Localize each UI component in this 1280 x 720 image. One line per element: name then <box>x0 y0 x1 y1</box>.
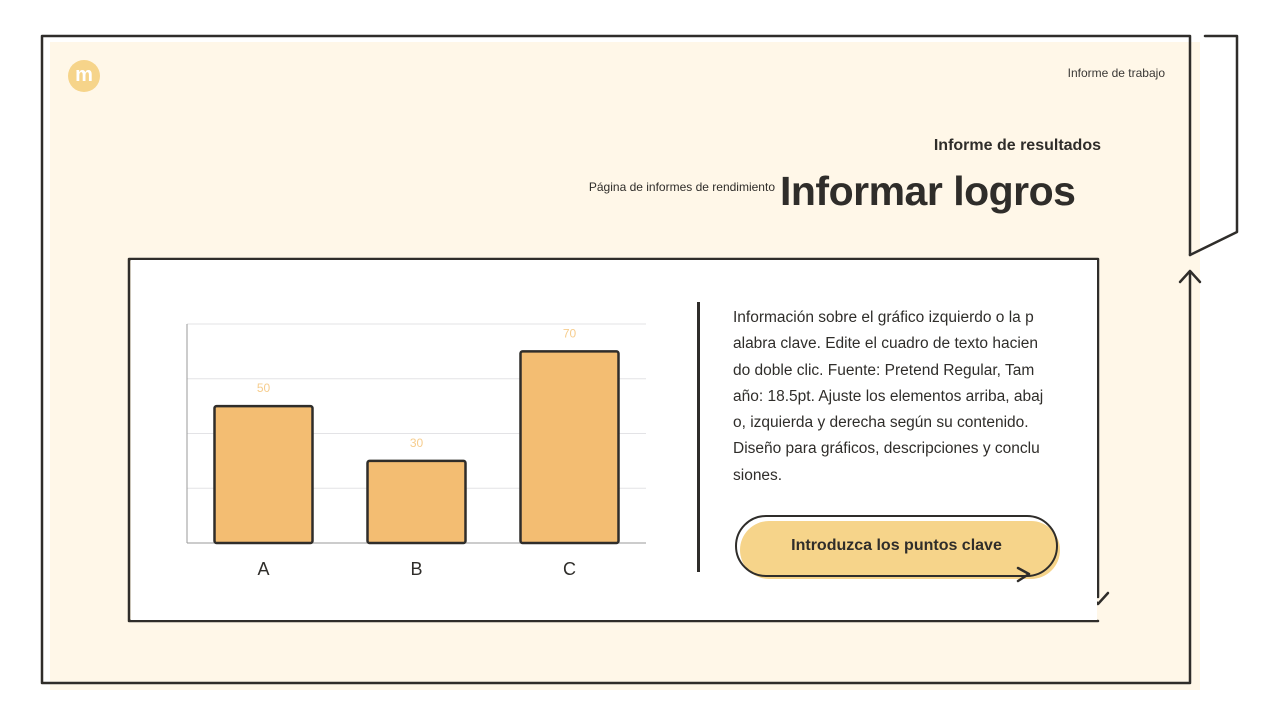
description-line: siones. <box>733 466 783 484</box>
vertical-divider <box>697 302 700 572</box>
data-label: 50 <box>256 381 271 396</box>
description-line: o, izquierda y derecha según su contenido. <box>733 414 1029 432</box>
data-label: 70 <box>562 326 577 341</box>
x-tick-label: B <box>410 559 423 579</box>
page-label: Página de informes de rendimiento <box>588 180 775 194</box>
subtitle: Informe de resultados <box>933 137 1101 154</box>
description-line: do doble clic. Fuente: Pretend Regular, Tam <box>733 361 1035 379</box>
bar-b <box>368 461 466 543</box>
description-line: Diseño para gráficos, descripciones y conclu <box>733 440 1040 458</box>
tab-flap-line <box>1190 36 1237 255</box>
key-points-button[interactable]: Introduzca los puntos clave <box>735 515 1058 577</box>
logo: m <box>68 60 100 92</box>
description-line: alabra clave. Edite el cuadro de texto hacien <box>733 335 1039 353</box>
button-arrow-icon <box>1010 560 1070 590</box>
data-label: 30 <box>409 435 424 450</box>
bar-chart <box>170 310 670 600</box>
bar-c <box>521 351 619 543</box>
description-line: año: 18.5pt. Ajuste los elementos arriba, abaj <box>733 387 1044 405</box>
work-label: Informe de trabajo <box>1067 66 1165 80</box>
page-title: Informar logros <box>780 168 1076 214</box>
x-tick-label: C <box>563 559 576 579</box>
x-tick-label: A <box>257 559 270 579</box>
description-line: Información sobre el gráfico izquierdo o la p <box>733 309 1034 326</box>
description-text <box>733 305 1073 489</box>
bar-a <box>215 406 313 543</box>
